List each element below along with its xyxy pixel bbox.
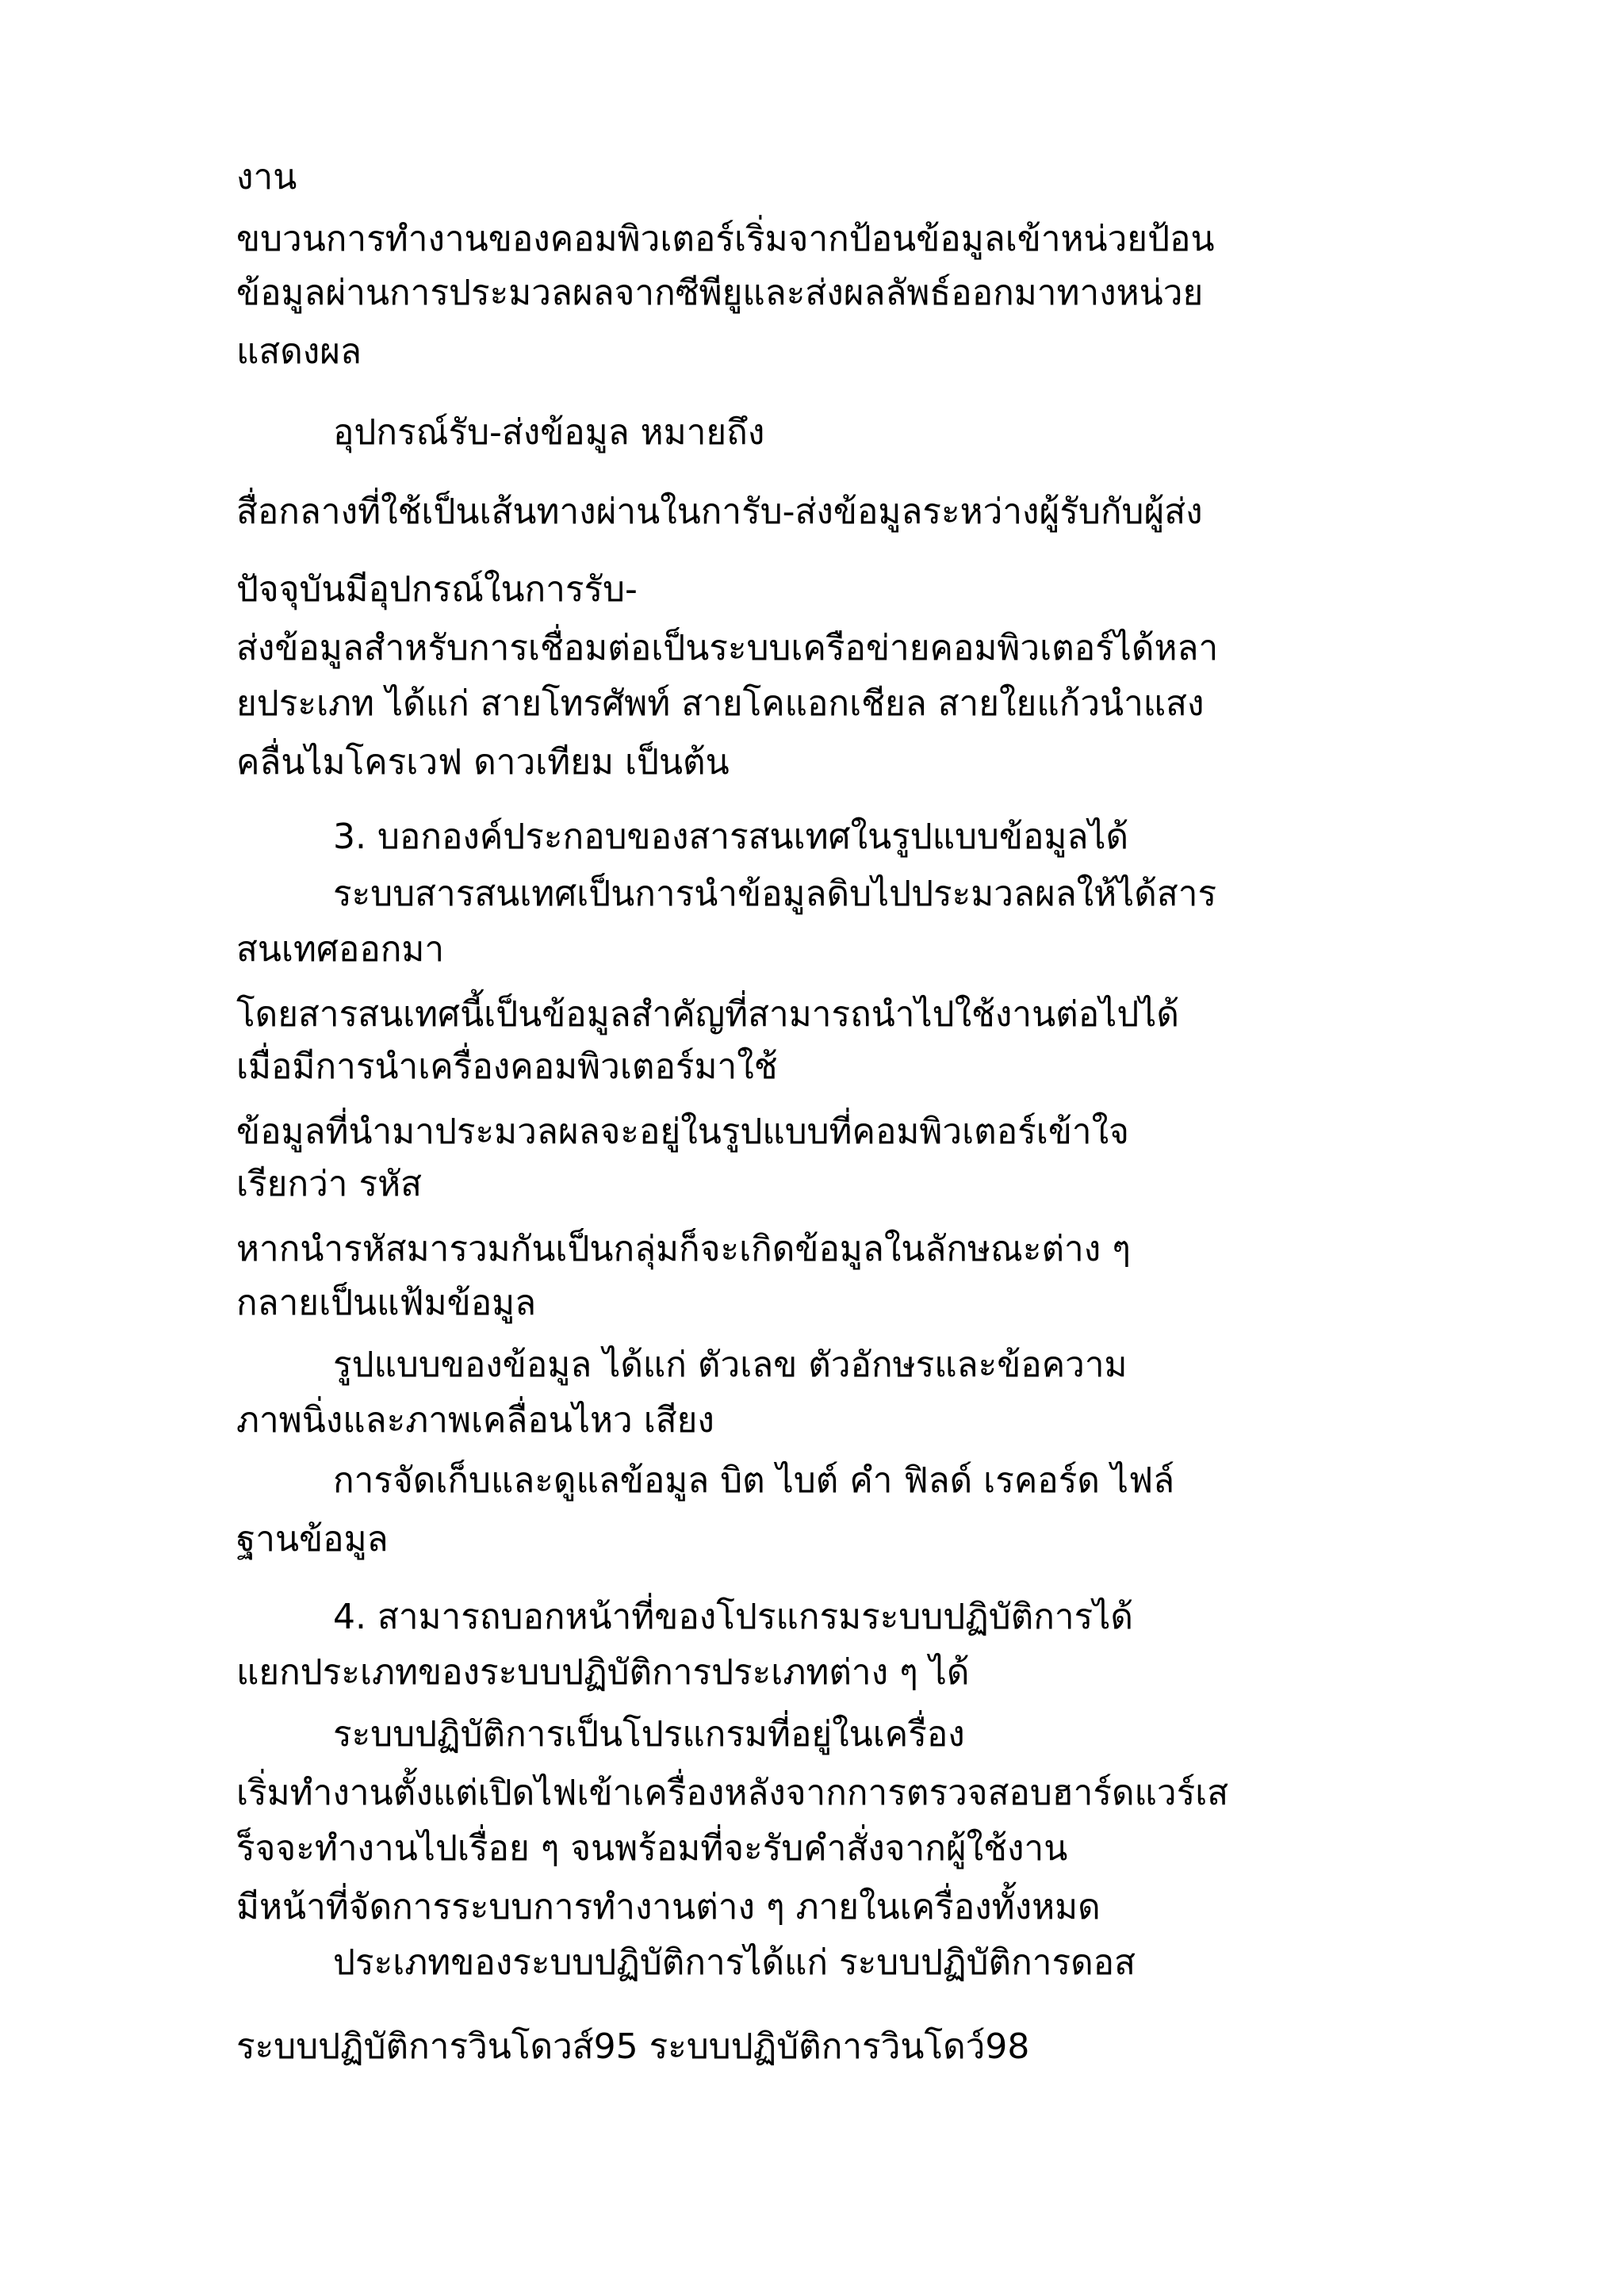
section-heading: 4. สามารถบอกหน้าที่ของโปรแกรมระบบปฏิบัติการได้	[333, 1597, 1133, 1637]
text-line: มีหน้าที่จัดการระบบการทำงานต่าง ๆ ภายในเครื่องทั้งหมด	[236, 1887, 1101, 1927]
text-line: สื่อกลางที่ใช้เป็นเส้นทางผ่านในการับ-ส่งข้อมูลระหว่างผู้รับกับผู้ส่ง	[236, 492, 1203, 532]
text-line: กลายเป็นแฟ้มข้อมูล	[236, 1283, 537, 1323]
section-heading: 3. บอกองค์ประกอบของสารสนเทศในรูปแบบข้อมูลได้	[333, 817, 1129, 857]
text-line: โดยสารสนเทศนี้เป็นข้อมูลสำคัญที่สามารถนำไปใช้งานต่อไปได้	[236, 994, 1179, 1035]
text-line: หากนำรหัสมารวมกันเป็นกลุ่มก็จะเกิดข้อมูลในลักษณะต่าง ๆ	[236, 1229, 1131, 1269]
text-line: ร็จจะทำงานไปเรื่อย ๆ จนพร้อมที่จะรับคำสั่งจากผู้ใช้งาน	[236, 1828, 1068, 1869]
text-line: ประเภทของระบบปฏิบัติการได้แก่ ระบบปฏิบัติการดอส	[333, 1942, 1136, 1983]
text-line: ส่งข้อมูลสำหรับการเชื่อมต่อเป็นระบบเครือข่ายคอมพิวเตอร์ได้หลา	[236, 628, 1219, 668]
text-line: การจัดเก็บและดูแลข้อมูล บิต ไบต์ คำ ฟิลด์ เรคอร์ด ไฟล์	[333, 1460, 1175, 1501]
text-line: สนเทศออกมา	[236, 929, 445, 970]
text-line: ระบบสารสนเทศเป็นการนำข้อมูลดิบไปประมวลผลให้ได้สาร	[333, 874, 1217, 914]
text-line: ระบบปฏิบัติการวินโดวส์95 ระบบปฏิบัติการวินโดว์98	[236, 2026, 1030, 2067]
text-line: ขบวนการทำงานของคอมพิวเตอร์เริ่มจากป้อนข้อมูลเข้าหน่วยป้อน	[236, 219, 1215, 259]
text-line: ฐานข้อมูล	[236, 1519, 389, 1559]
text-line: รูปแบบของข้อมูล ได้แก่ ตัวเลข ตัวอักษรและข้อความ	[333, 1345, 1128, 1385]
text-line: ยประเภท ได้แก่ สายโทรศัพท์ สายโคแอกเชียล สายใยแก้วนำแสง	[236, 683, 1205, 724]
text-line: ข้อมูลที่นำมาประมวลผลจะอยู่ในรูปแบบที่คอมพิวเตอร์เข้าใจ	[236, 1112, 1129, 1152]
text-line: เรียกว่า รหัส	[236, 1164, 422, 1204]
text-line: ข้อมูลผ่านการประมวลผลจากซีพียูและส่งผลลัพธ์ออกมาทางหน่วย	[236, 273, 1204, 313]
text-line: ระบบปฏิบัติการเป็นโปรแกรมที่อยู่ในเครื่อง	[333, 1714, 965, 1755]
text-line: ปัจจุบันมีอุปกรณ์ในการรับ-	[236, 569, 638, 610]
text-line: เมื่อมีการนำเครื่องคอมพิวเตอร์มาใช้	[236, 1047, 778, 1087]
text-line: คลื่นไมโครเวฟ ดาวเทียม เป็นต้น	[236, 742, 730, 783]
text-line: แสดงผล	[236, 331, 362, 372]
text-line: ภาพนิ่งและภาพเคลื่อนไหว เสียง	[236, 1400, 714, 1441]
text-line: งาน	[236, 157, 297, 197]
text-line: เริ่มทำงานตั้งแต่เปิดไฟเข้าเครื่องหลังจากการตรวจสอบฮาร์ดแวร์เส	[236, 1773, 1229, 1813]
text-line: แยกประเภทของระบบปฏิบัติการประเภทต่าง ๆ ได้	[236, 1652, 970, 1693]
section-heading: อุปกรณ์รับ-ส่งข้อมูล หมายถึง	[333, 412, 765, 453]
